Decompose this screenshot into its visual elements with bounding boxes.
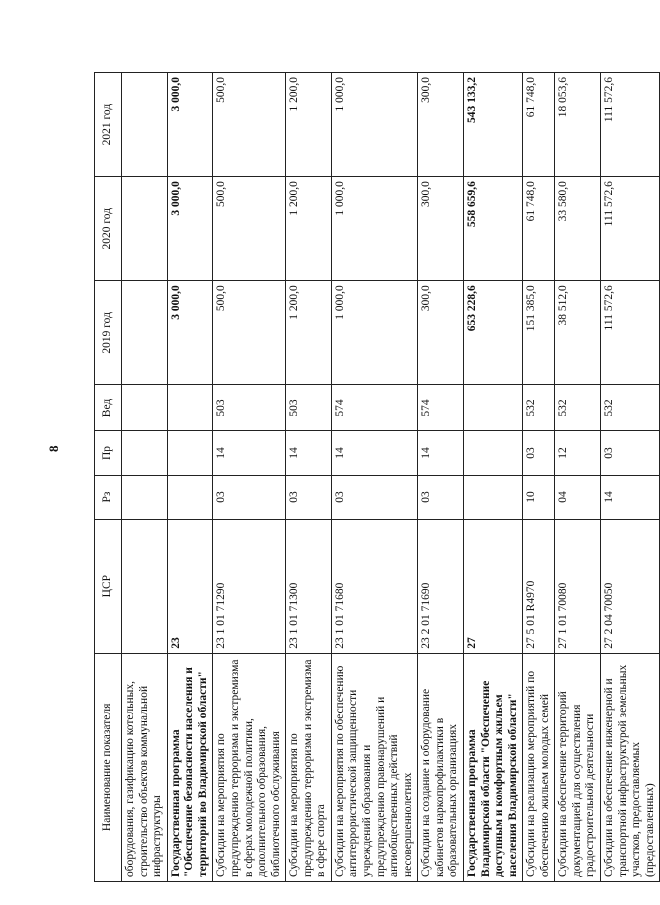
table-body (122, 73, 660, 882)
cell-rz: 14 (601, 475, 660, 519)
cell-rz: 10 (523, 475, 555, 519)
cell-rz: 04 (555, 475, 601, 519)
cell-ved: 574 (331, 385, 417, 431)
table-row (418, 73, 464, 882)
cell-2019: 3 000,0 (167, 281, 213, 385)
cell-2021: 18 053,6 (555, 73, 601, 177)
cell-name: Государственная программа "Обеспечение безопасности населения и территорий во Владимирской области" (167, 653, 213, 881)
header-pr: Пр (95, 431, 122, 475)
cell-2021: 1 200,0 (286, 73, 332, 177)
cell-2020: 1 000,0 (331, 177, 417, 281)
header-2021: 2021 год (95, 73, 122, 177)
table-row (601, 73, 660, 882)
cell-csr: 27 1 01 70080 (555, 519, 601, 653)
cell-rz: 03 (286, 475, 332, 519)
cell-rz: 03 (331, 475, 417, 519)
cell-ved (463, 385, 522, 431)
cell-2019: 300,0 (418, 281, 464, 385)
cell-2021: 1 000,0 (331, 73, 417, 177)
cell-2020: 558 659,6 (463, 177, 522, 281)
cell-2021: 111 572,6 (601, 73, 660, 177)
cell-2021: 543 133,2 (463, 73, 522, 177)
cell-2019: 1 200,0 (286, 281, 332, 385)
cell-csr: 23 1 01 71300 (286, 519, 332, 653)
cell-2020: 3 000,0 (167, 177, 213, 281)
cell-name: Субсидии на создание и оборудование кабинетов наркопрофилактики в образовательных организациях (418, 653, 464, 881)
header-ved: Вед (95, 385, 122, 431)
cell-2019: 653 228,6 (463, 281, 522, 385)
cell-csr: 27 (463, 519, 522, 653)
cell-pr: 03 (601, 431, 660, 475)
table-row (523, 73, 555, 882)
cell-pr: 14 (331, 431, 417, 475)
cell-ved: 574 (418, 385, 464, 431)
cell-pr (167, 431, 213, 475)
table-row (286, 73, 332, 882)
cell-2020: 300,0 (418, 177, 464, 281)
cell-rz: 03 (418, 475, 464, 519)
cell-pr (122, 431, 168, 475)
cell-2021 (122, 73, 168, 177)
table-row (463, 73, 522, 882)
cell-csr: 23 1 01 71290 (213, 519, 286, 653)
cell-2020 (122, 177, 168, 281)
cell-name: Субсидии на обеспечение инженерной и транспортной инфраструктурой земельных участков, предоставляемых (предоставленных) (601, 653, 660, 881)
cell-ved: 503 (286, 385, 332, 431)
cell-rz (167, 475, 213, 519)
cell-csr: 23 1 01 71680 (331, 519, 417, 653)
cell-2019: 151 385,0 (523, 281, 555, 385)
cell-csr: 27 5 01 R4970 (523, 519, 555, 653)
cell-csr: 23 2 01 71690 (418, 519, 464, 653)
cell-2020: 33 580,0 (555, 177, 601, 281)
cell-2019: 1 000,0 (331, 281, 417, 385)
cell-2019: 500,0 (213, 281, 286, 385)
cell-rz (463, 475, 522, 519)
table-header-row (95, 73, 122, 882)
table-row (331, 73, 417, 882)
cell-name: Субсидии на реализацию мероприятий по обеспечению жильем молодых семей (523, 653, 555, 881)
cell-name: Субсидии на мероприятия по предупреждению терроризма и экстремизма в сфере спорта (286, 653, 332, 881)
cell-csr (122, 519, 168, 653)
table-row (213, 73, 286, 882)
budget-table (94, 72, 660, 882)
cell-pr (463, 431, 522, 475)
cell-ved: 503 (213, 385, 286, 431)
cell-pr: 14 (418, 431, 464, 475)
cell-csr: 23 (167, 519, 213, 653)
cell-2019 (122, 281, 168, 385)
cell-2020: 61 748,0 (523, 177, 555, 281)
cell-name: оборудования, газификацию котельных, строительство объектов коммунальной инфраструктуры (122, 653, 168, 881)
cell-2021: 61 748,0 (523, 73, 555, 177)
cell-csr: 27 2 04 70050 (601, 519, 660, 653)
table-row (167, 73, 213, 882)
header-name: Наименование показателя (95, 653, 122, 881)
cell-ved: 532 (555, 385, 601, 431)
cell-ved (167, 385, 213, 431)
cell-pr: 12 (555, 431, 601, 475)
cell-name: Субсидии на мероприятия по предупреждению терроризма и экстремизма в сферах молодежной политики, дополнительного образования, библиотечного обслуживания (213, 653, 286, 881)
cell-pr: 14 (286, 431, 332, 475)
rotated-page-content (94, 72, 656, 882)
page-number: 8 (46, 445, 61, 452)
cell-2020: 500,0 (213, 177, 286, 281)
cell-ved: 532 (601, 385, 660, 431)
table-row (122, 73, 168, 882)
cell-2020: 1 200,0 (286, 177, 332, 281)
cell-2021: 3 000,0 (167, 73, 213, 177)
table-row (555, 73, 601, 882)
cell-2021: 300,0 (418, 73, 464, 177)
cell-ved (122, 385, 168, 431)
cell-2019: 111 572,6 (601, 281, 660, 385)
cell-2020: 111 572,6 (601, 177, 660, 281)
cell-pr: 03 (523, 431, 555, 475)
cell-2019: 38 512,0 (555, 281, 601, 385)
cell-rz (122, 475, 168, 519)
cell-rz: 03 (213, 475, 286, 519)
cell-name: Государственная программа Владимирской области "Обеспечение доступным и комфортным жильем населения Владимирской области" (463, 653, 522, 881)
cell-ved: 532 (523, 385, 555, 431)
header-rz: Рз (95, 475, 122, 519)
header-2020: 2020 год (95, 177, 122, 281)
cell-name: Субсидии на обеспечение территорий документацией для осуществления градостроительной деятельности (555, 653, 601, 881)
cell-pr: 14 (213, 431, 286, 475)
cell-2021: 500,0 (213, 73, 286, 177)
header-csr: ЦСР (95, 519, 122, 653)
header-2019: 2019 год (95, 281, 122, 385)
cell-name: Субсидии на мероприятия по обеспечению антитеррористической защищенности учреждений образования и предупреждению правонарушений и антиобщественных действий несовершеннолетних (331, 653, 417, 881)
